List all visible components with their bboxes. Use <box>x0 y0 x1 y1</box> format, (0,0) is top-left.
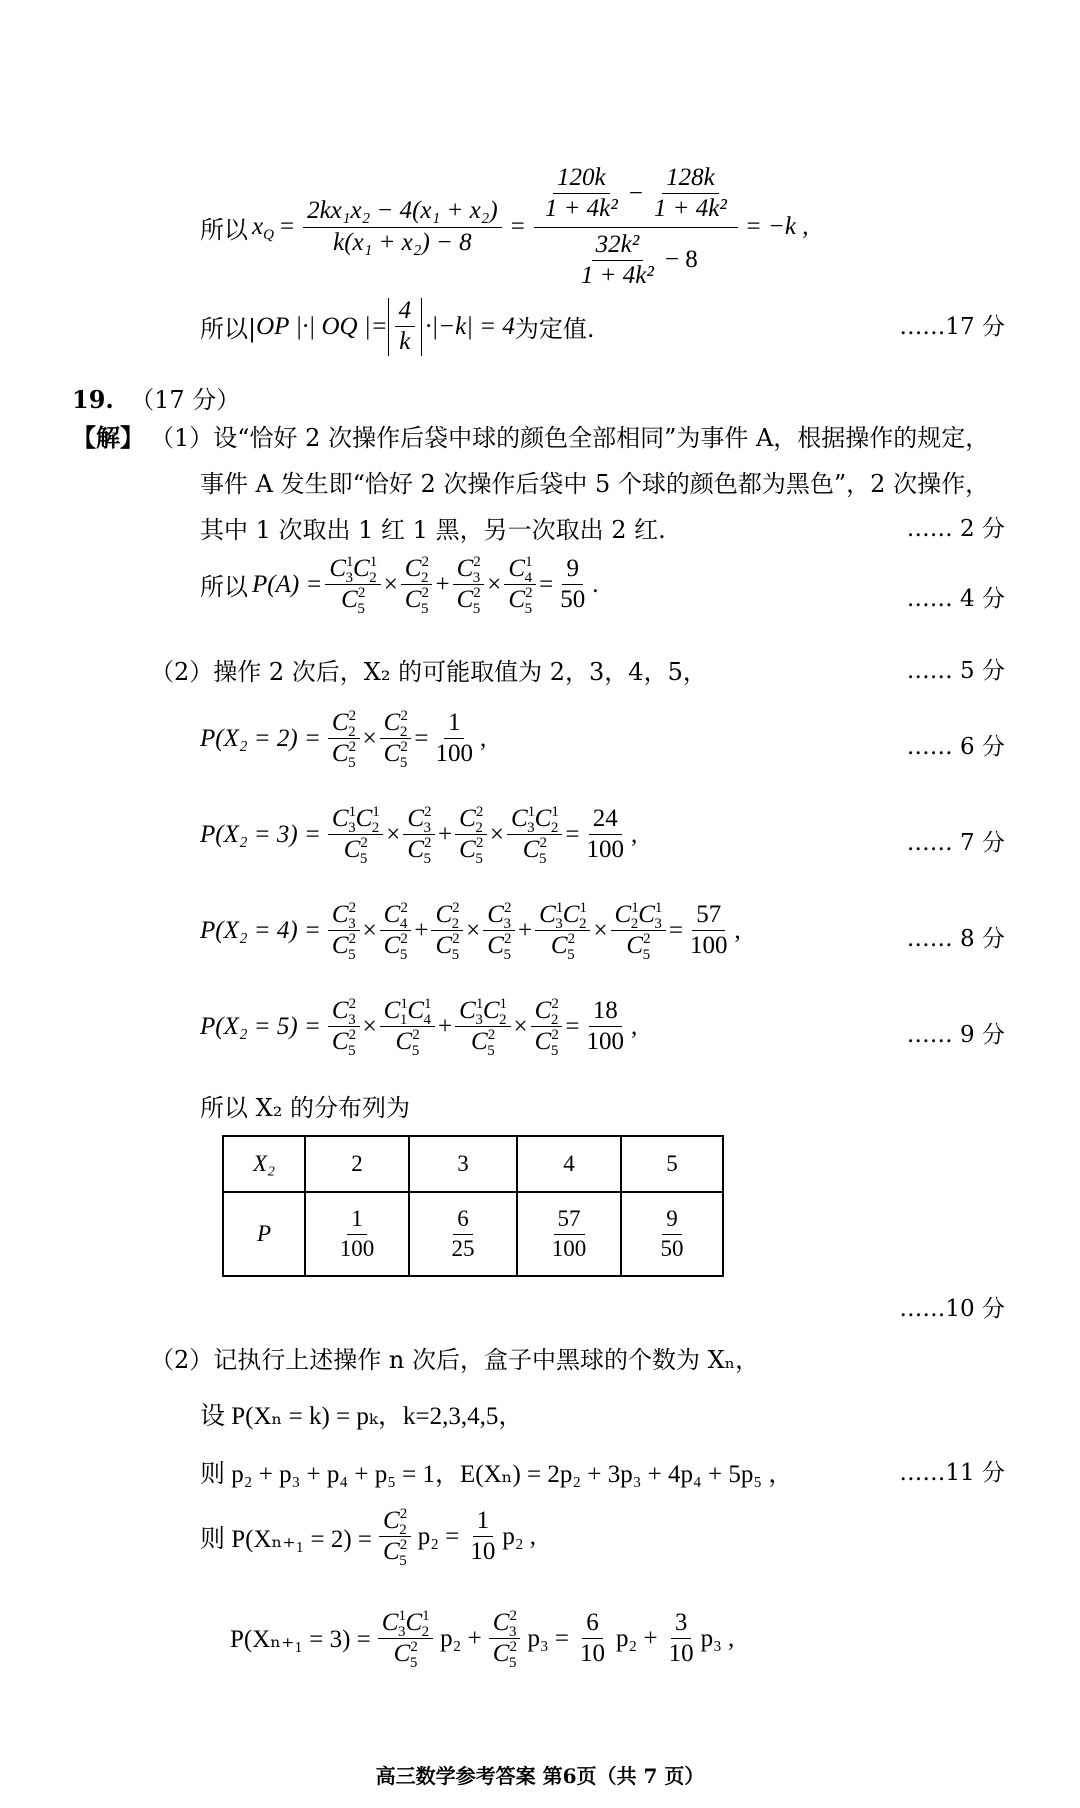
xq-fraction: $\frac{\text{2kx₁x₂ − 4(x₁ + x₂)}}{\text{k(x₁ + x₂) − 8}}$ <box>303 198 502 256</box>
score-7: …… 7 分 <box>906 830 1005 856</box>
set-line: 设 P(Xₙ = k) = pₖ，k=2,3,4,5， <box>200 1403 524 1430</box>
part1-line3: 其中 1 次取出 1 红 1 黑，另一次取出 2 红. <box>200 516 666 544</box>
px2-equation: P(X₂ = 2) = $\frac{C^2_2}{C^2_5}$ × $\frac{C^2_2}{C^2_5}$ = $\frac{1}{100}$ , <box>200 708 487 772</box>
score-9: …… 9 分 <box>906 1022 1005 1048</box>
table-prob: $\frac{6}{25}$ <box>409 1192 517 1276</box>
table-prob: $\frac{9}{50}$ <box>621 1192 723 1276</box>
xq-equation: 所以 x Q = $\frac{\text{2kx₁x₂ − 4(x₁ + x₂)}}{\text{k(x₁ + x₂) − 8}}$ = $\frac{120k}{\text{1 + 4k²}}$ − $\frac{128k}{\text{1 + 4k²}}$ $\frac{\text{32k²}}{\text{1 + 4k²}}$ − 8 = −k , <box>200 164 809 289</box>
xq-lhs: x <box>252 213 264 240</box>
pn3-equation: P(Xₙ₊₁ = 3) = $\frac{C^1_3C^1_2}{C^2_5}$ p₂ + $\frac{C^2_3}{C^2_5}$ p₃ = $\frac{6}{10}$ p₂ + $\frac{3}{10}$ p₃ , <box>230 1608 735 1672</box>
table-value: 2 <box>305 1136 409 1192</box>
then-line: 则 p₂ + p₃ + p₄ + p₅ = 1，E(Xₙ) = 2p₂ + 3p₃ + 4p₄ + 5p₅ ， <box>200 1461 794 1488</box>
solution-label: 【解】 <box>72 423 144 452</box>
part3-line: （2）记执行上述操作 n 次后，盒子中黑球的个数为 Xₙ， <box>150 1346 760 1374</box>
table-prob: $\frac{1}{100}$ <box>305 1192 409 1276</box>
part2-line: （2）操作 2 次后，X₂ 的可能取值为 2，3，4，5， <box>150 658 707 686</box>
xq-sub: Q <box>263 226 274 243</box>
page-footer: 高三数学参考答案 第6页（共 7 页） <box>375 1764 705 1788</box>
part1-line2: 事件 A 发生即“恰好 2 次操作后袋中 5 个球的颜色都为黑色”，2 次操作， <box>200 470 990 498</box>
distribution-table <box>222 1135 724 1277</box>
table-value: 4 <box>517 1136 621 1192</box>
score-5: …… 5 分 <box>906 658 1005 684</box>
px5-equation: P(X₂ = 5) = $\frac{C^2_3}{C^2_5}$ × $\frac{C^1_1C^1_4}{C^2_5}$ + $\frac{C^1_3C^1_2}{C^2_5}$ × $\frac{C^2_2}{C^2_5}$ = $\frac{18}{100}$ , <box>200 996 638 1060</box>
table-row-label: P <box>223 1192 305 1276</box>
pn2-equation: 则 P(Xₙ₊₁ = 2) = $\frac{C^2_2}{C^2_5}$ p₂ = $\frac{1}{10}$ p₂ , <box>200 1506 537 1570</box>
distribution-intro: 所以 X₂ 的分布列为 <box>200 1094 410 1122</box>
score-17: ……17 分 <box>899 314 1005 340</box>
score-10: ……10 分 <box>899 1296 1005 1322</box>
pa-equation: 所以 P(A) = $\frac{C^1_3C^1_2}{C^2_5}$ × $\frac{C^2_2}{C^2_5}$ + $\frac{C^2_3}{C^2_5}$ × $\frac{C^1_4}{C^2_5}$ = $\frac{9}{50}$ . <box>200 554 599 618</box>
px4-equation: P(X₂ = 4) = $\frac{C^2_3}{C^2_5}$ × $\frac{C^2_4}{C^2_5}$ + $\frac{C^2_2}{C^2_5}$ × $\frac{C^2_3}{C^2_5}$ + $\frac{C^1_3C^1_2}{C^2_5}$ × $\frac{C^1_2C^1_3}{C^2_5}$ = $\frac{57}{100}$ , <box>200 900 741 964</box>
table-prob: $\frac{57}{100}$ <box>517 1192 621 1276</box>
table-header-var: X₂ <box>223 1136 305 1192</box>
table-value: 3 <box>409 1136 517 1192</box>
score-6: …… 6 分 <box>906 734 1005 760</box>
score-2: …… 2 分 <box>906 516 1005 542</box>
op-oq-line: 所以| OP |·| OQ |= $\frac{4}{k}$ ·|−k| = 4 为定值. <box>200 297 595 356</box>
xq-prefix: 所以 <box>200 215 248 244</box>
score-11: ……11 分 <box>899 1460 1005 1486</box>
score-8: …… 8 分 <box>906 926 1005 952</box>
px3-equation: P(X₂ = 3) = $\frac{C^1_3C^1_2}{C^2_5}$ × $\frac{C^2_3}{C^2_5}$ + $\frac{C^2_2}{C^2_5}$ × $\frac{C^1_3C^1_2}{C^2_5}$ = $\frac{24}{100}$ , <box>200 804 638 868</box>
xq-complex-fraction: $\frac{120k}{\text{1 + 4k²}}$ − $\frac{128k}{\text{1 + 4k²}}$ $\frac{\text{32k²}}{\text{1 + 4k²}}$ − 8 <box>534 165 738 289</box>
table-value: 5 <box>621 1136 723 1192</box>
xq-result: = −k , <box>744 213 809 240</box>
score-4: …… 4 分 <box>906 586 1005 612</box>
part1-line1: （1）设“恰好 2 次操作后袋中球的颜色全部相同”为事件 A，根据操作的规定， <box>150 424 990 452</box>
question-number: 19. （17 分） <box>72 385 241 414</box>
